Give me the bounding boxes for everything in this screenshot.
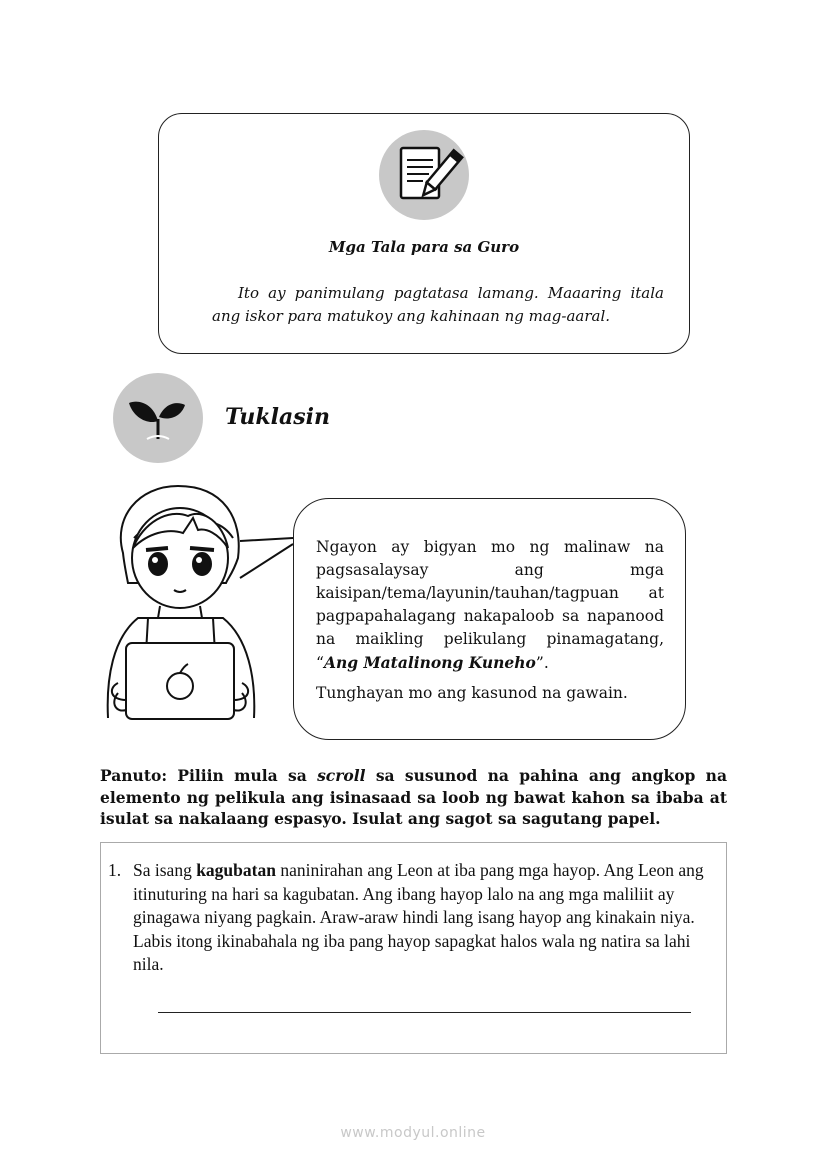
bubble-text-before: Ngayon ay bigyan mo ng malinaw na pagsasalaysay ang mga kaisipan/tema/layunin/tauhan/tagpuan at pagpapahalagang nakapaloob sa napanood na maikling pelikulang pinamagatang, “ xyxy=(316,538,664,672)
bubble-text-after: ”. xyxy=(535,654,549,672)
directions-text xyxy=(100,765,727,830)
item-keyword: kagubatan xyxy=(196,860,276,880)
directions-scroll-word: scroll xyxy=(317,766,366,785)
section-title: Tuklasin xyxy=(225,404,330,430)
question-item xyxy=(108,859,720,977)
student-character-illustration xyxy=(98,478,298,727)
footer-watermark: www.modyul.online xyxy=(340,1125,486,1141)
sprout-icon xyxy=(113,373,203,463)
film-title: Ang Matalinong Kuneho xyxy=(323,653,536,672)
directions-label: Panuto: Piliin mula sa xyxy=(100,766,318,785)
answer-blank-line[interactable] xyxy=(158,1012,691,1013)
item-text-before: Sa isang xyxy=(133,860,197,880)
bubble-instruction: Tunghayan mo ang kasunod na gawain. xyxy=(316,684,628,702)
teacher-notes-text: Ito ay panimulang pagtatasa lamang. Maaaring itala ang iskor para matukoy ang kahinaan ng mag-aaral. xyxy=(212,284,664,325)
directions-rest: sa susunod na pahina ang angkop na elemento ng pelikula ang isinasaad sa loob ng bawat kahon sa ibaba at isulat sa nakalaang espasyo. Isulat ang sagot sa sagutang papel. xyxy=(100,766,727,828)
item-number: 1. xyxy=(108,860,122,880)
paper-pencil-icon xyxy=(379,130,469,220)
speech-bubble-text xyxy=(316,536,664,705)
item-text-after: naninirahan ang Leon at iba pang mga hayop. Ang Leon ang itinuturing na hari sa kagubatan. Ang ibang hayop lalo na ang mga maliliit ay ginagawa niyang pagkain. Araw-araw hindi lang isang hayop ang kinakain niya. Labis itong ikinabahala ng iba pang hayop sapagkat halos wala ng natira sa lahi nila. xyxy=(133,860,704,974)
bubble-paragraph xyxy=(316,536,664,675)
teacher-notes-title: Mga Tala para sa Guro xyxy=(328,238,520,256)
